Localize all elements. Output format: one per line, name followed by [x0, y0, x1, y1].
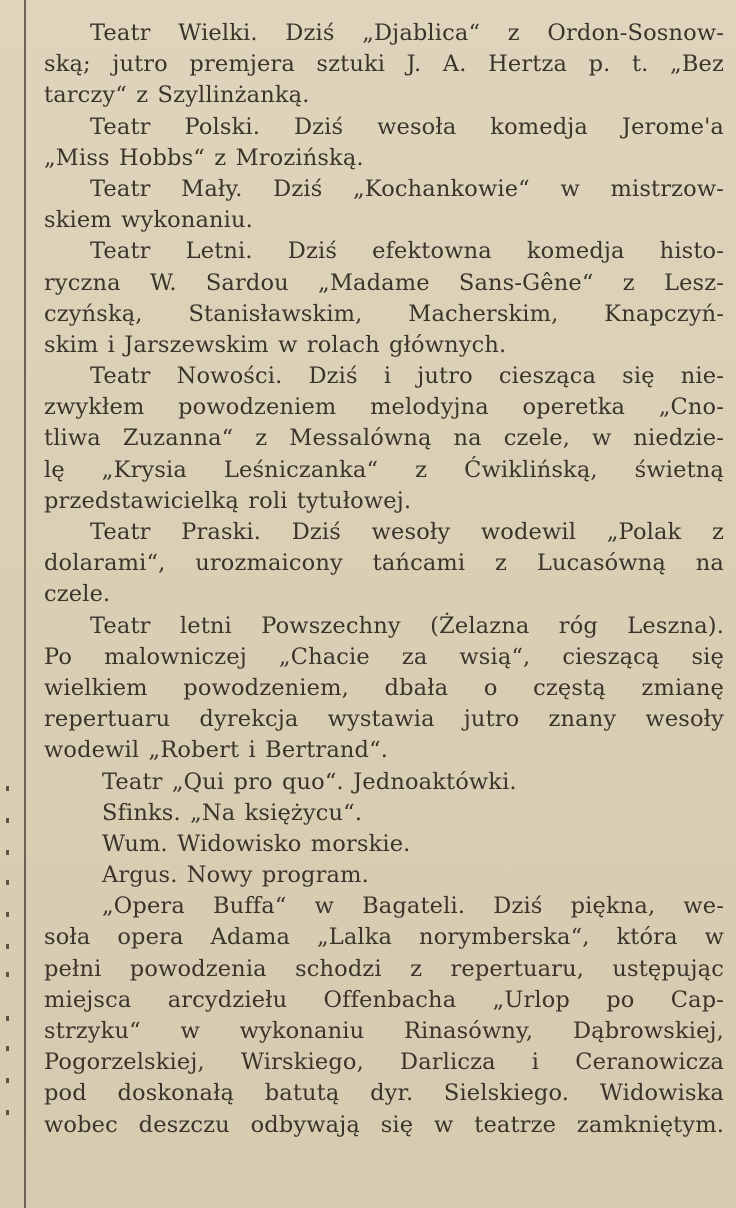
text-line: skiem wykonaniu. — [44, 207, 253, 234]
text-line: przedstawicielką roli tytułowej. — [44, 487, 412, 514]
text-line: „Miss Hobbs“ z Mrozińską. — [44, 144, 364, 171]
text-line: Po malowniczej „Chacie za wsią“, cieszącą się — [44, 643, 724, 670]
text-line: miejsca arcydziełu Offenbacha „Urlop po Cap- — [44, 986, 724, 1013]
theatre-notices-column — [44, 18, 724, 1141]
text-line: Teatr Polski. Dziś wesoła komedja Jerome'a — [90, 113, 724, 140]
text-line: Teatr „Qui pro quo“. Jednoaktówki. — [102, 768, 517, 795]
text-line: Teatr letni Powszechny (Żelazna róg Leszna). — [90, 612, 724, 639]
text-line: Teatr Wielki. Dziś „Djablica“ z Ordon-Sosnow- — [90, 20, 724, 46]
text-line: soła opera Adama „Lalka norymberska“, która w — [44, 924, 724, 951]
text-line: Teatr Praski. Dziś wesoły wodewil „Polak z — [90, 519, 724, 545]
text-line: repertuaru dyrekcja wystawia jutro znany wesoły — [44, 706, 724, 733]
text-line: Argus. Nowy program. — [102, 862, 369, 889]
text-line: dolarami“, urozmaicony tańcami z Lucasówną na — [44, 550, 724, 577]
text-line: pod doskonałą batutą dyr. Sielskiego. Widowiska — [44, 1080, 724, 1107]
text-line: tarczy“ z Szyllinżanką. — [44, 82, 310, 109]
text-line: wielkiem powodzeniem, dbała o częstą zmianę — [44, 674, 724, 701]
text-line: czyńską, Stanisławskim, Macherskim, Knapczyń- — [44, 300, 724, 327]
text-line: zwykłem powodzeniem melodyjna operetka „Cno- — [44, 394, 724, 421]
text-line: skim i Jarszewskim w rolach głównych. — [44, 331, 507, 358]
text-line: pełni powodzenia schodzi z repertuaru, ustępując — [44, 955, 724, 982]
text-line: Pogorzelskiej, Wirskiego, Darlicza i Ceranowicza — [44, 1049, 724, 1076]
text-line: Teatr Mały. Dziś „Kochankowie“ w mistrzow- — [90, 175, 724, 202]
text-line: lę „Krysia Leśniczanka“ z Ćwiklińską, świetną — [44, 456, 724, 483]
text-line: tliwa Zuzanna“ z Messalówną na czele, w niedzie- — [44, 425, 724, 452]
text-line: Teatr Letni. Dziś efektowna komedja histo- — [90, 238, 724, 265]
text-line: strzyku“ w wykonaniu Rinasówny, Dąbrowskiej, — [44, 1018, 724, 1044]
text-line: Teatr Nowości. Dziś i jutro ciesząca się nie- — [90, 363, 724, 390]
column-rule — [24, 0, 26, 1208]
text-line: ską; jutro premjera sztuki J. A. Hertza p. t. „Bez — [44, 51, 724, 78]
text-line: czele. — [44, 581, 111, 608]
text-line: Wum. Widowisko morskie. — [102, 830, 411, 857]
text-line: wobec deszczu odbywają się w teatrze zamkniętym. — [44, 1111, 724, 1138]
text-line: „Opera Buffa“ w Bagateli. Dziś piękna, we- — [102, 893, 724, 920]
text-line: wodewil „Robert i Bertrand“. — [44, 737, 389, 764]
text-line: ryczna W. Sardou „Madame Sans-Gêne“ z Lesz- — [44, 269, 724, 296]
text-line: Sfinks. „Na księżycu“. — [102, 799, 363, 826]
